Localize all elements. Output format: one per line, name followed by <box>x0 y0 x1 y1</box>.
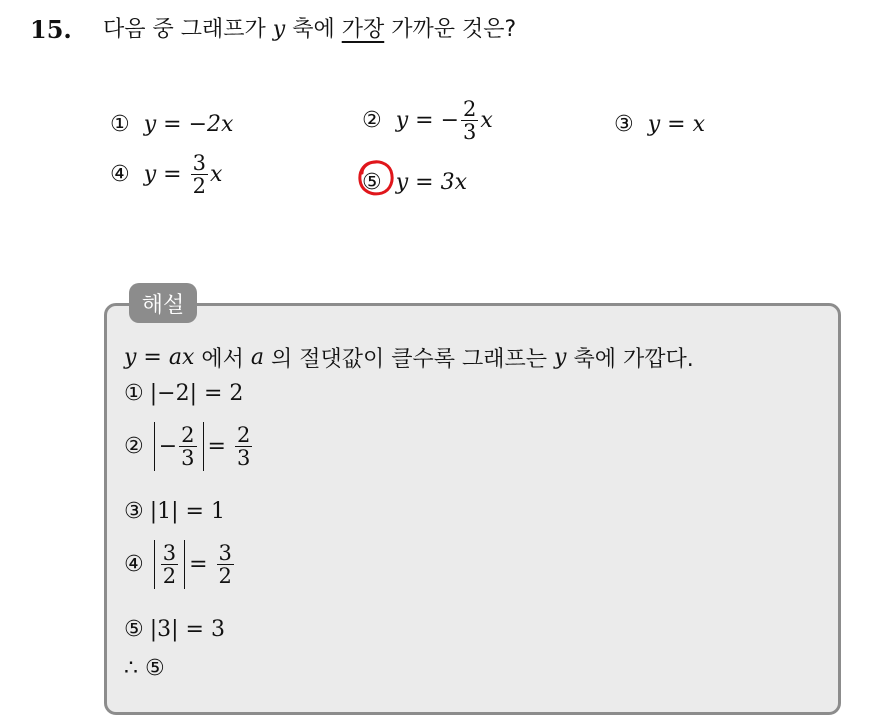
option-3[interactable]: ③ y = x <box>614 112 706 137</box>
solution-tag: 해설 <box>129 283 197 323</box>
option-1[interactable]: ① y = −2x <box>110 112 234 137</box>
solution-line-5: ⑤ |3| = 3 <box>124 617 225 642</box>
solution-line-2: ② − $\frac{2}{3}$ = $\frac{2}{3}$ <box>124 423 251 470</box>
question-number: 15. <box>30 15 72 44</box>
solution-conclusion: ∴ ⑤ <box>124 656 165 681</box>
absolute-value: $\frac{3}{2}$ <box>154 540 185 589</box>
solution-line-3: ③ |1| = 1 <box>124 499 225 524</box>
absolute-value: − $\frac{2}{3}$ <box>154 422 204 471</box>
solution-line-4: ④ $\frac{3}{2}$ = $\frac{3}{2}$ <box>124 541 232 588</box>
fraction: $\frac{3}{2}$ <box>192 151 206 198</box>
solution-line-1: ① |−2| = 2 <box>124 381 244 406</box>
fraction: $\frac{2}{3}$ <box>463 97 477 144</box>
question-stem: 다음 중 그래프가 y 축에 가장 가까운 것은? <box>103 17 517 42</box>
question-header <box>30 14 517 46</box>
solution-intro: y = ax 에서 a 의 절댓값이 클수록 그래프는 y 축에 가깝다. <box>124 345 694 372</box>
option-2[interactable]: ② y = − $\frac{2}{3}$ x <box>362 97 493 144</box>
answer-circle-mark <box>356 158 396 198</box>
option-5[interactable]: ⑤ y = 3x <box>362 170 468 195</box>
emphasis-underline: 가장 <box>341 17 385 42</box>
option-4[interactable]: ④ y = $\frac{3}{2}$ x <box>110 151 223 198</box>
